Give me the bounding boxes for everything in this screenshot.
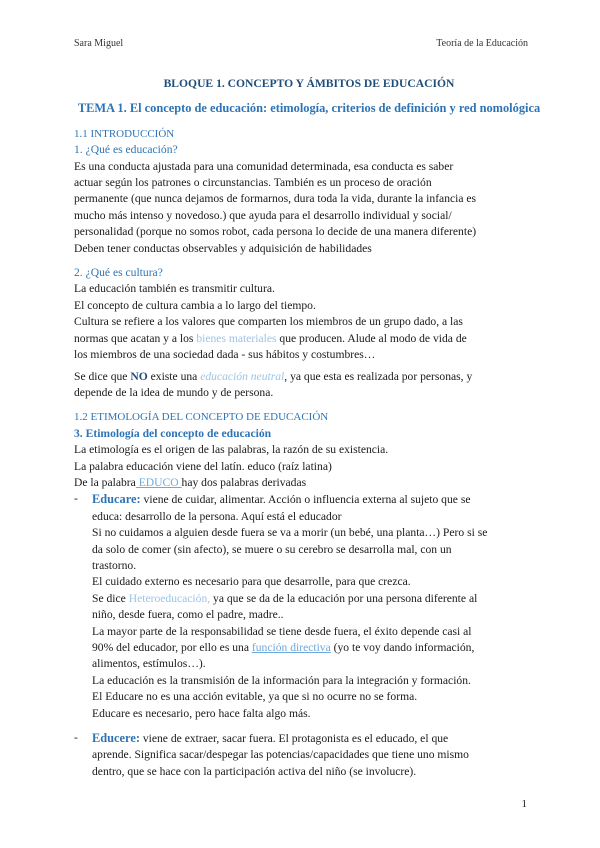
emphasis-no: NO <box>130 369 148 383</box>
text-line: mucho más intenso y novedoso.) que ayuda para el desarrollo individual y social/ <box>74 208 452 222</box>
text-line: Educare es necesario, pero hace falta algo más. <box>92 706 311 720</box>
text-line: normas que acatan y a los bienes materiales que producen. Alude al modo de vida de <box>74 331 467 345</box>
highlight-bienes-materiales: bienes materiales <box>196 331 277 345</box>
highlight-educacion-neutral: educación neutral <box>200 369 285 383</box>
text-line: Educare: viene de cuidar, alimentar. Acción o influencia externa al sujeto que se <box>92 492 471 507</box>
section-heading-etimologia: 1.2 ETIMOLOGÍA DEL CONCEPTO DE EDUCACIÓN <box>74 411 329 424</box>
text-line: alimentos, estímulos…). <box>92 657 206 671</box>
text-line: permanente (que nunca dejamos de formarnos, dura toda la vida, durante la infancia es <box>74 192 477 206</box>
text-line: Si no cuidamos a alguien desde fuera se va a morir (un bebé, una planta…) Pero si se <box>92 526 488 540</box>
text-line: actuar según los patrones o circunstancias. También es un proceso de oración <box>74 176 432 190</box>
text-line: da solo de comer (sin afecto), se muere o su cerebro se desarrolla mal, con un <box>92 542 452 556</box>
text-line: La mayor parte de la responsabilidad se tiene desde fuera, el éxito depende casi al <box>92 624 472 638</box>
text-line: Se dice Heteroeducación, ya que se da de la educación por una persona diferente al <box>92 591 478 605</box>
text-line: La etimología es el origen de las palabras, la razón de su existencia. <box>74 443 389 457</box>
page-header <box>74 38 528 49</box>
bullet-educare <box>74 491 544 722</box>
document-body <box>74 74 544 780</box>
link-educo[interactable]: EDUCO <box>135 475 182 489</box>
text-line: aprende. Significa sacar/despegar las potencias/capacidades que tiene uno mismo <box>92 748 469 762</box>
bullet-educere <box>74 730 544 780</box>
text-line: La educación también es transmitir cultura. <box>74 282 275 296</box>
text-line: dentro, que se hace con la participación activa del niño (se involucre). <box>92 764 417 778</box>
highlight-funcion-directiva: función directiva <box>251 641 331 654</box>
text-line: La educación es la transmisión de la información para la integración y formación. <box>92 673 471 687</box>
text-line: El concepto de cultura cambia a lo largo del tiempo. <box>74 298 316 312</box>
subheading-que-es-cultura: 2. ¿Qué es cultura? <box>74 266 163 280</box>
header-author: Sara Miguel <box>74 38 124 49</box>
bullet-dash: - <box>74 731 78 745</box>
text-line: De la palabra EDUCO hay dos palabras derivadas <box>74 475 307 489</box>
text-line: Se dice que NO existe una educación neutral, ya que esta es realizada por personas, y <box>74 369 473 383</box>
paragraph-cultura <box>74 281 544 363</box>
text-line: personalidad (porque no somos robot, cada persona lo decide de una manera diferente) <box>74 225 477 239</box>
text-line: niño, desde fuera, como el padre, madre.. <box>92 608 284 622</box>
subheading-etimologia: 3. Etimología del concepto de educación <box>74 426 272 440</box>
text-line: Es una conducta ajustada para una comunidad determinada, esa conducta es saber <box>74 159 454 173</box>
term-educere: Educere: <box>92 731 140 746</box>
bloque-title: BLOQUE 1. CONCEPTO Y ÁMBITOS DE EDUCACIÓN <box>163 77 455 90</box>
text-line: La palabra educación viene del latín. educo (raíz latina) <box>74 459 332 473</box>
text-line: los miembros de una sociedad dada - sus hábitos y costumbres… <box>74 348 376 362</box>
header-subject: Teoría de la Educación <box>436 38 528 49</box>
subheading-que-es-educacion: 1. ¿Qué es educación? <box>74 143 178 157</box>
text-line: depende de la idea de mundo y de persona. <box>74 385 274 399</box>
page-number: 1 <box>521 798 527 810</box>
text-line: 90% del educador, por ello es una función directiva (yo te voy dando información, <box>92 641 475 654</box>
text-line: El cuidado externo es necesario para que desarrolle, para que crezca. <box>92 575 411 589</box>
text-line: El Educare no es una acción evitable, ya que si no ocurre no se forma. <box>92 690 418 704</box>
text-line: trastorno. <box>92 558 137 572</box>
paragraph-educacion <box>74 159 544 257</box>
section-heading-introduccion: 1.1 INTRODUCCIÓN <box>74 127 175 140</box>
highlight-heteroeducacion: Heteroeducación, <box>128 591 211 605</box>
paragraph-etimologia <box>74 442 544 491</box>
text-line: Cultura se refiere a los valores que comparten los miembros de un grupo dado, a las <box>74 315 463 329</box>
paragraph-educacion-neutral <box>74 369 544 402</box>
bullet-dash: - <box>74 492 78 506</box>
text-line: Educere: viene de extraer, sacar fuera. El protagonista es el educado, el que <box>92 731 449 746</box>
tema-title: TEMA 1. El concepto de educación: etimología, criterios de definición y red nomológica <box>77 101 541 116</box>
term-educare: Educare: <box>92 492 141 507</box>
text-line: educa: desarrollo de la persona. Aquí está el educador <box>92 509 342 523</box>
text-line: Deben tener conductas observables y adquisición de habilidades <box>74 241 372 255</box>
